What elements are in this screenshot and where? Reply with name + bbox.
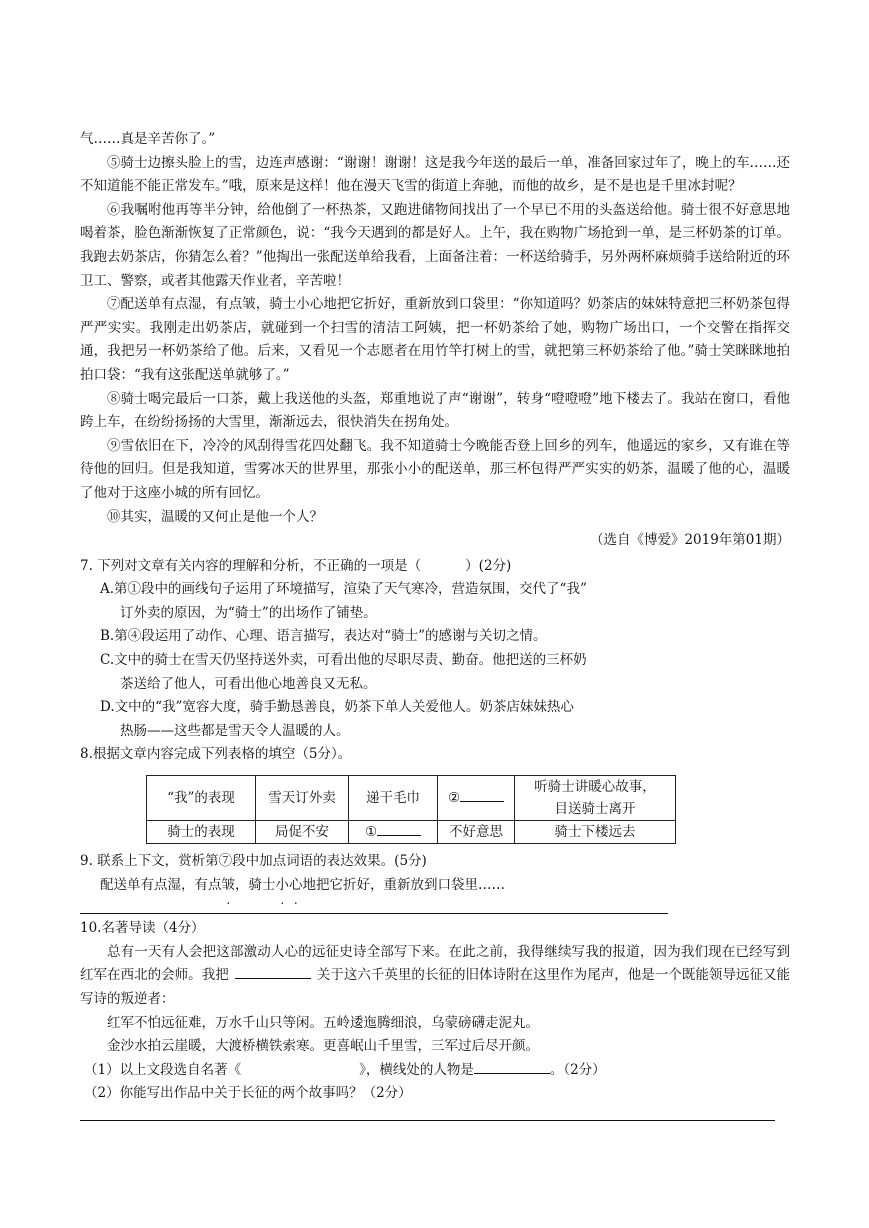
- q7-stem: 7. 下列对文章有关内容的理解和分析，不正确的一项是（ ）(2分): [80, 557, 512, 574]
- source-citation: （选自《博爱》2019年第01期）: [589, 532, 790, 549]
- table-cell: 不好意思: [438, 821, 515, 844]
- para-6: ⑥我嘱咐他再等半分钟，给他倒了一杯热茶，又跑进储物间找出了一个早已不用的头盔送给他。骑士很不好意思地喝着茶，脸色渐渐恢复了正常颜色，说：“我今天遇到的都是好人。上午，我在购物广场抢到一单，是三杯奶茶的订单。我跑去奶茶店，你猜怎么着？”他掏出一张配送单给我看，上面备注着：一杯送给骑手，另外两杯麻烦骑手送给附近的环卫工、警察，或者其他露天作业者，辛苦啦！: [80, 201, 790, 289]
- q10-passage: 总有一天有人会把这部激动人心的远征史诗全部写下来。在此之前，我得继续写我的报道，因为我们现在已经写到红军在西北的会师。我把 关于这六千英里的长征的旧体诗附在这里作为尾声，他是一个既能领导远征又能写诗的叛逆者：: [80, 943, 791, 1007]
- q7-option-b: B.第④段运用了动作、心理、语言描写，表达对“骑士”的感谢与关切之情。: [100, 628, 547, 645]
- table-cell[interactable]: ②: [438, 776, 515, 821]
- q9-quote: 配送单有点湿，有点皱，骑士小心地把它折好，重新放到口袋里……: [100, 876, 505, 893]
- para-7: ⑦配送单有点湿，有点皱，骑士小心地把它折好，重新放到口袋里：“你知道吗？奶茶店的妹妹特意把三杯奶茶包得严严实实。我刚走出奶茶店，就碰到一个扫雪的清洁工阿姨，把一杯奶茶给了她，购物广场出口，一个交警在指挥交通，我把另一杯奶茶给了他。后来，又看见一个志愿者在用竹竿打树上的雪，就把第三杯奶茶给了他。”骑士笑眯眯地拍拍口袋：“我有这张配送单就够了。”: [80, 296, 790, 383]
- dotted-word: 小: [275, 876, 289, 893]
- table-cell: 局促不安: [256, 821, 349, 844]
- content: [80, 128, 790, 1121]
- q10-stem: 10.名著导读（4分）: [80, 920, 205, 937]
- q7-option-a-cont: 订外卖的原因，为“骑士”的出场作了铺垫。: [120, 604, 377, 621]
- q8-stem: 8.根据文章内容完成下列表格的填空（5分）。: [80, 746, 352, 763]
- table-cell: 雪天订外卖: [256, 776, 349, 821]
- q9-answer-line[interactable]: [80, 913, 668, 914]
- table-row: [147, 821, 676, 844]
- q7-option-d-cont: 热肠——这些都是雪天令人温暖的人。: [120, 722, 350, 739]
- person-blank[interactable]: [235, 964, 311, 979]
- table-cell: “我”的表现: [147, 776, 256, 821]
- q7-option-c: C.文中的骑士在雪天仍坚持送外卖，可看出他的尽职尽责、勤奋。他把送的三杯奶: [100, 652, 587, 669]
- q10-answer-line[interactable]: [80, 1120, 775, 1121]
- table-cell[interactable]: ①: [349, 821, 438, 844]
- para-5: ⑤骑士边擦头脸上的雪，边连声感谢：“谢谢！谢谢！这是我今年送的最后一单，准备回家过年了，晚上的车……还不知道能不能正常发车。”哦，原来是这样！他在漫天飞雪的街道上奔驰，而他的故乡，是不是也是千里冰封呢？: [80, 154, 790, 195]
- q10-sub1: （1）以上文段选自名著《 》，横线处的人物是 。（2分）: [80, 1059, 790, 1083]
- para-8: ⑧骑士喝完最后一口茶，戴上我送他的头盔，郑重地说了声“谢谢”，转身“噔噔噔”地下楼去了。我站在窗口，看他跨上车，在纷纷扬扬的大雪里，渐渐远去，很快消失在拐角处。: [80, 390, 790, 431]
- table-cell: 骑士下楼远去: [515, 821, 676, 844]
- table-cell: 递干毛巾: [349, 776, 438, 821]
- q9-stem: 9. 联系上下文，赏析第⑦段中加点词语的表达效果。(5分): [80, 853, 427, 870]
- poem-line-1: 红军不怕远征难，万水千山只等闲。五岭逶迤腾细浪，乌蒙磅礴走泥丸。: [107, 1014, 539, 1031]
- dotted-word: 皱: [221, 876, 235, 893]
- table-cell: 骑士的表现: [147, 821, 256, 844]
- para-9: ⑨雪依旧在下，冷冷的风刮得雪花四处翻飞。我不知道骑士今晚能否登上回乡的列车，他遥远的家乡，又有谁在等待他的回归。但是我知道，雪雾冰天的世界里，那张小小的配送单，那三杯包得严严实实的奶茶，温暖了他的心，温暖了他对于这座小城的所有回忆。: [80, 437, 790, 501]
- dotted-word: 心: [289, 876, 303, 893]
- q8-table: [146, 775, 676, 844]
- para-10: ⑩其实，温暖的又何止是他一个人？: [107, 508, 323, 525]
- q7-option-d: D.文中的“我”宽容大度，骑手勤恳善良，奶茶下单人关爱他人。奶茶店妹妹热心: [100, 699, 574, 716]
- q7-option-a: A.第①段中的画线句子运用了环境描写，渲染了天气寒冷，营造氛围，交代了“我”: [100, 581, 587, 598]
- q10-sub2: （2）你能写出作品中关于长征的两个故事吗？（2分）: [84, 1085, 412, 1102]
- q7-option-c-cont: 茶送给了他人，可看出他心地善良又无私。: [120, 675, 377, 692]
- table-row: [147, 776, 676, 821]
- table-cell: 听骑士讲暖心故事， 目送骑士离开: [515, 776, 676, 821]
- person-answer-blank[interactable]: [474, 1059, 550, 1074]
- para-0: 气……真是辛苦你了。”: [80, 131, 216, 147]
- poem-line-2: 金沙水拍云崖暖，大渡桥横铁索寒。更喜岷山千里雪，三军过后尽开颜。: [107, 1038, 539, 1055]
